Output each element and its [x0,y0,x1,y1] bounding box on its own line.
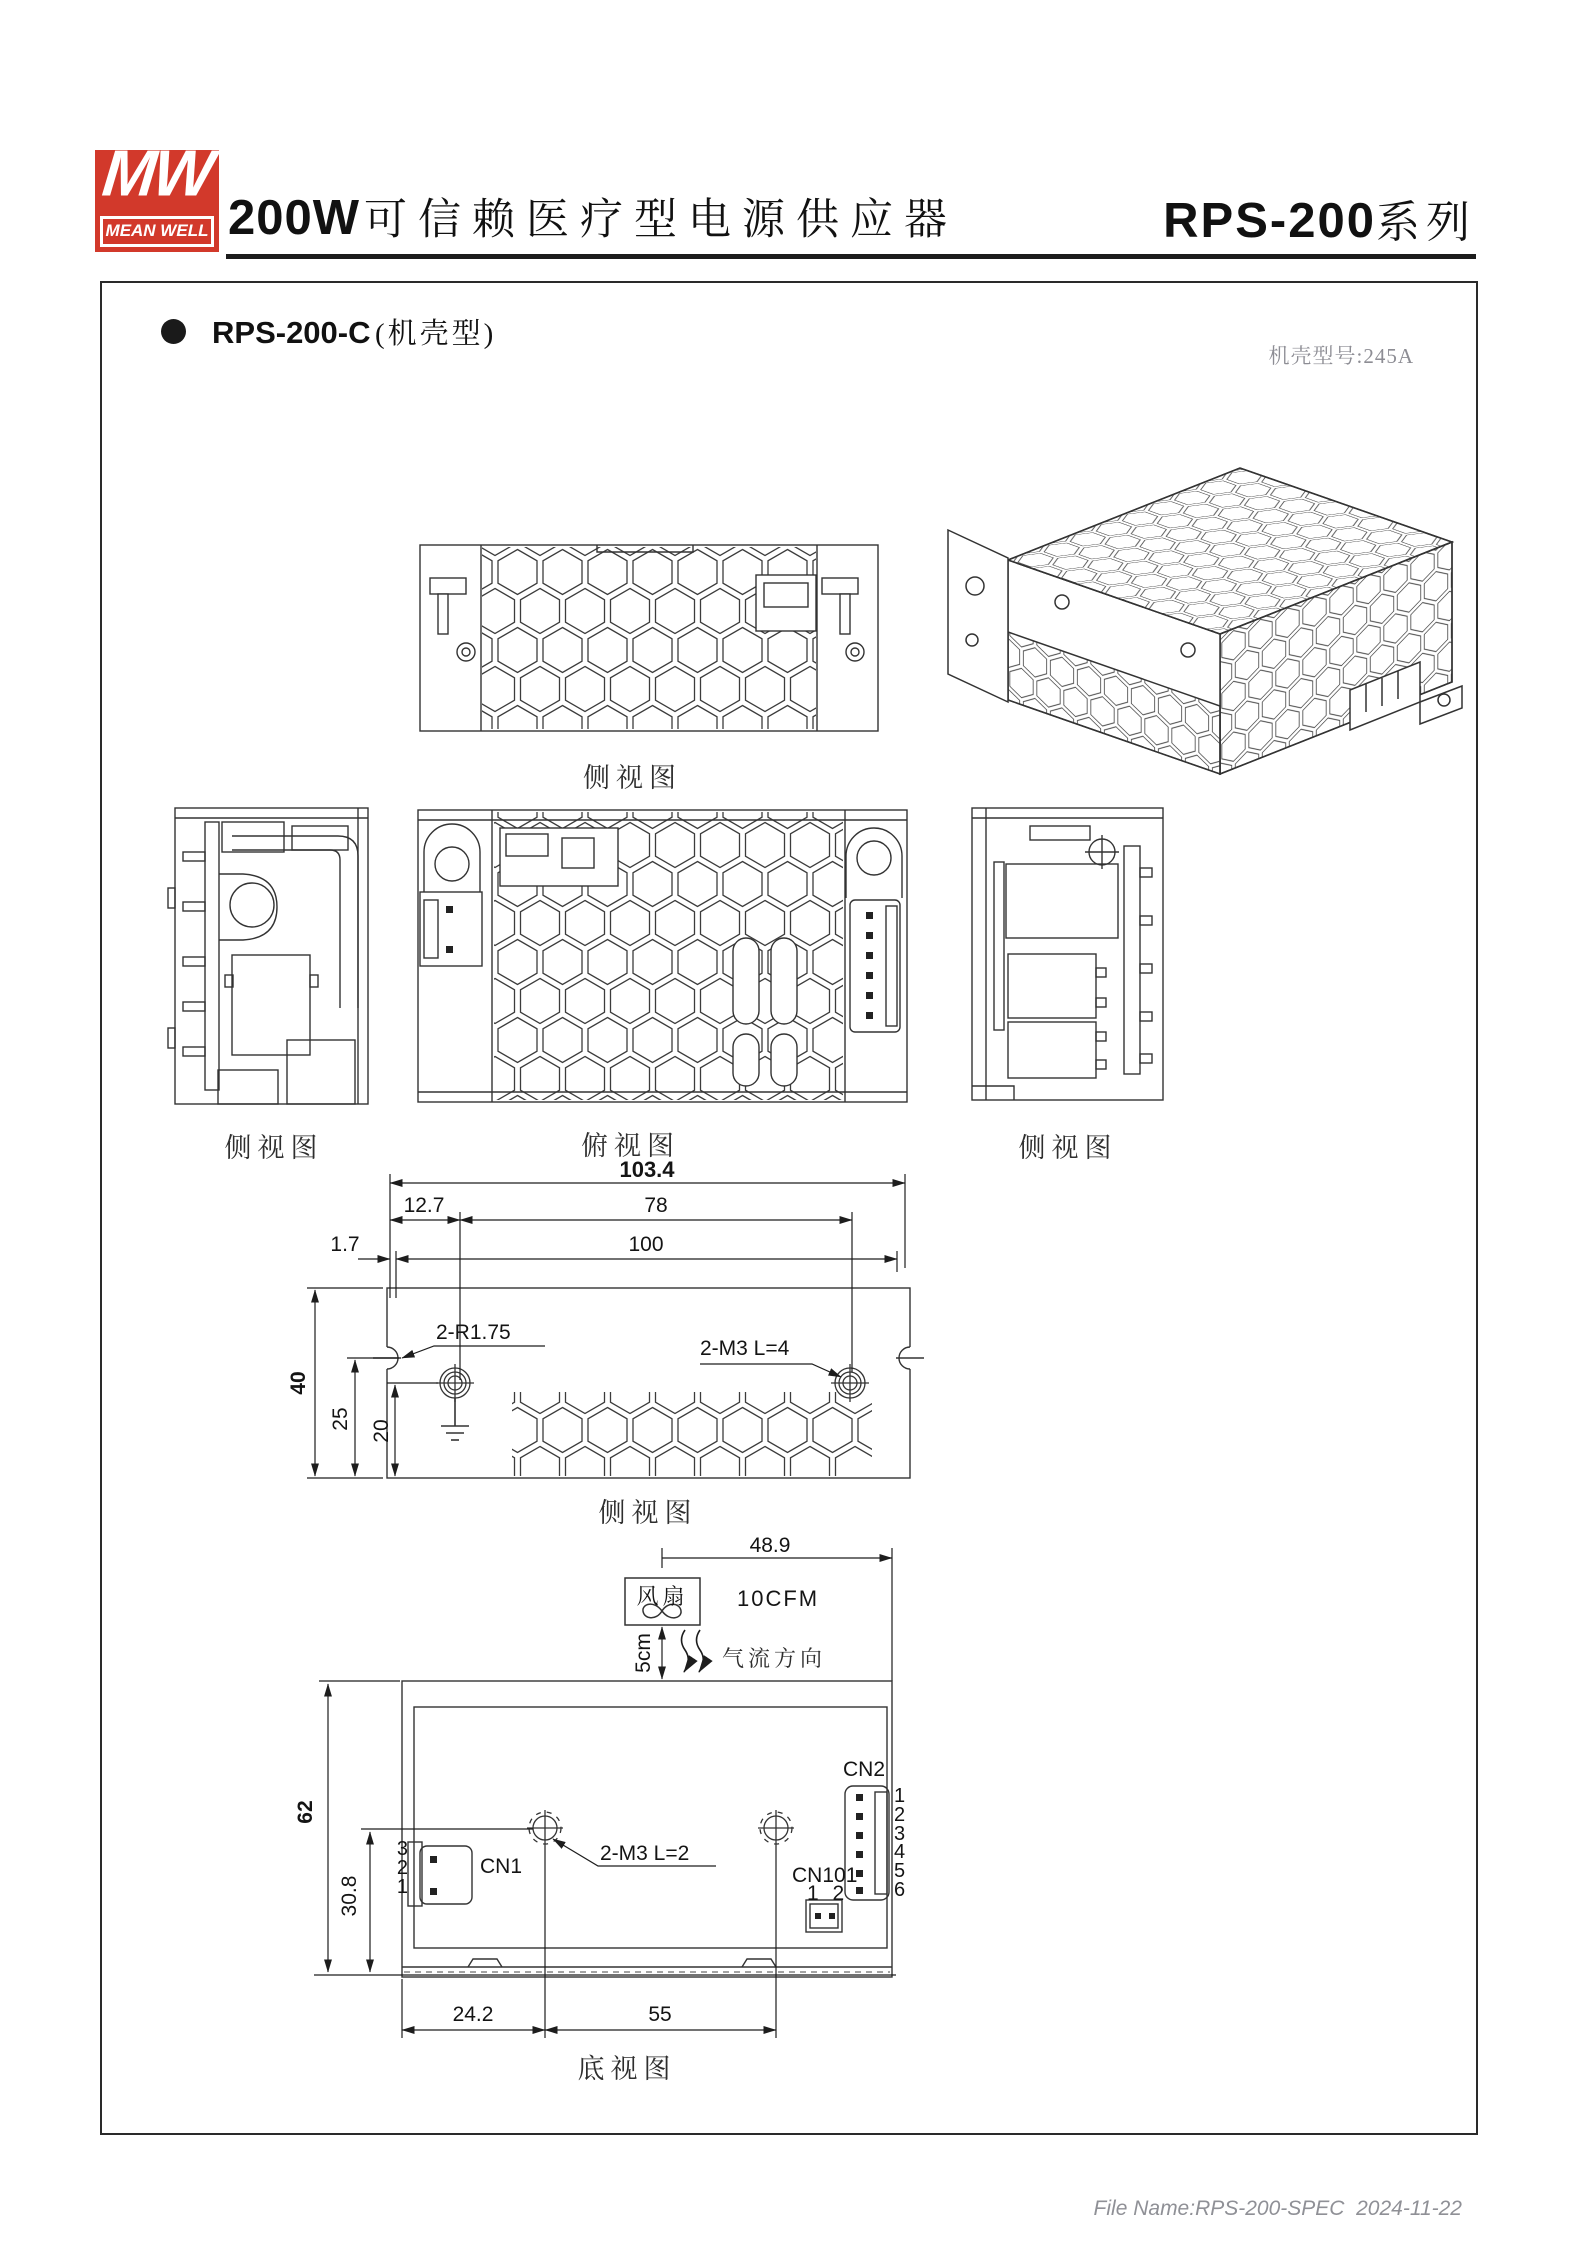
dim-55: 55 [648,2003,672,2026]
cn2-label: CN2 [843,1758,886,1781]
pin-label: 2 [396,1857,408,1879]
side-view-top-drawing [420,545,878,731]
fan-cfm: 10CFM [737,1586,820,1611]
dim-24-2: 24.2 [452,2003,494,2026]
pin-label: 6 [894,1878,906,1901]
side-view-left-drawing [168,808,368,1104]
note-screw-side: 2-M3 L=4 [700,1337,790,1360]
file-info: File Name:RPS-200-SPEC 2024-11-22 [1093,2197,1462,2220]
cn101-label: CN101 [792,1864,858,1887]
cn101-pin-numbers: 1 2 [807,1882,849,1905]
section-model: RPS-200-C [212,315,371,350]
dim-1-7: 1.7 [330,1233,360,1256]
section-note: (机壳型) [374,318,497,350]
dim-5cm: 5cm [632,1633,655,1673]
label-bottom-view: 底视图 [577,2054,677,2084]
pin-label: 2 [894,1803,906,1826]
label-side-view-top: 侧视图 [583,763,682,793]
dim-48-9: 48.9 [749,1534,791,1557]
cn2-pin-numbers [894,1787,905,1900]
pin-label: 4 [894,1841,906,1864]
series-model: RPS-200 [1163,194,1376,248]
dim-62: 62 [294,1800,317,1824]
dim-40: 40 [287,1371,310,1395]
dim-30-8: 30.8 [338,1875,361,1917]
label-side-view-right: 侧视图 [1018,1133,1118,1163]
airflow-arrows-icon [682,1630,704,1672]
case-model-number: 机壳型号:245A [1268,344,1414,368]
dim-overall-width: 103.4 [619,1157,675,1182]
dim-20: 20 [370,1419,393,1443]
cn1-pin-numbers [392,1840,408,1897]
title-wattage: 200W [228,191,361,245]
top-view-drawing [418,810,907,1102]
note-corner-radius: 2-R1.75 [436,1321,511,1344]
pin-label: 5 [894,1860,906,1883]
pin-label: 1 [894,1785,906,1807]
pin-label: 1 [396,1876,408,1898]
pin-label: 3 [894,1822,906,1845]
cn1-label: CN1 [480,1855,523,1878]
dim-100: 100 [628,1233,664,1256]
label-side-view-left: 侧视图 [224,1133,324,1163]
dim-12-7: 12.7 [403,1194,445,1217]
mw-logo-glyph: MW [99,136,215,210]
airflow-label: 气流方向 [722,1646,827,1671]
ground-icon [441,1398,469,1440]
note-screw-bottom: 2-M3 L=2 [600,1842,690,1865]
title-chinese: 可信赖医疗型电源供应器 [364,197,959,244]
series-suffix: 系列 [1376,198,1476,247]
dim-25: 25 [329,1407,352,1431]
side-view-right-drawing [972,808,1163,1100]
pin-label: 3 [396,1838,408,1860]
fan-label: 风扇 [636,1584,689,1609]
isometric-drawing [948,468,1462,774]
label-side-view-dim: 侧视图 [598,1498,698,1528]
label-top-view: 俯视图 [581,1131,680,1161]
dim-78: 78 [644,1194,668,1217]
mean-well-wordmark: MEAN WELL [100,216,214,247]
side-view-dim-drawing [307,1174,924,1478]
